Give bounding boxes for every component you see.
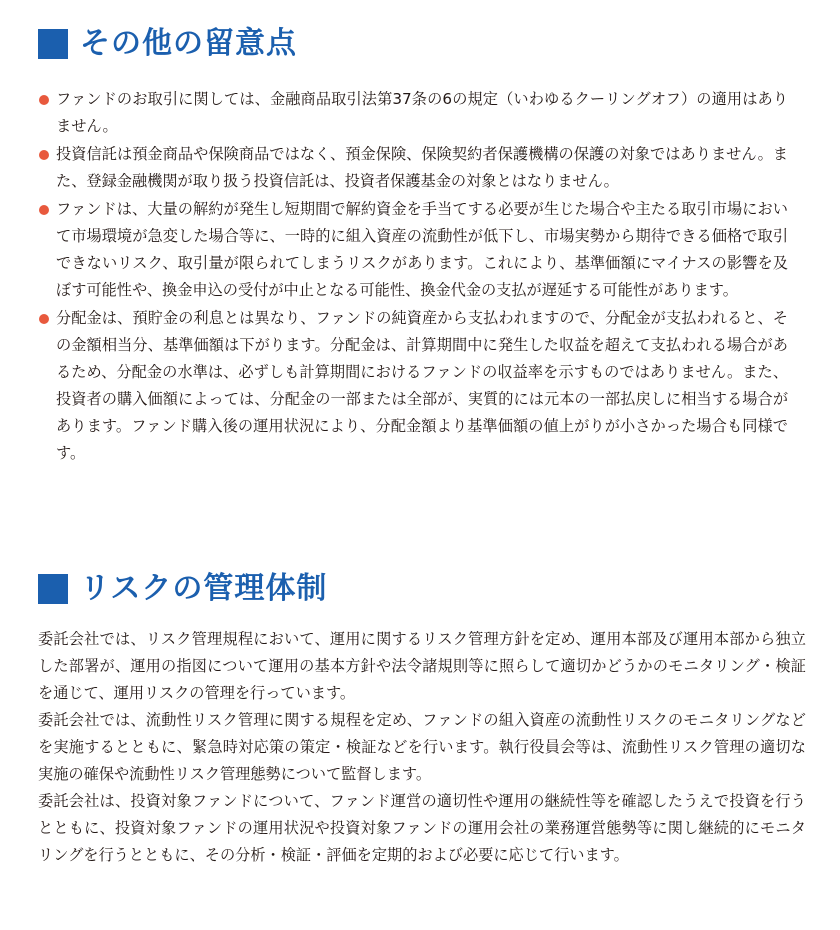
bullet-dot-icon <box>39 150 49 160</box>
bullet-text: 投資信託は預金商品や保険商品ではなく、預金保険、保険契約者保護機構の保護の対象ではありません。また、登録金融機関が取り扱う投資信託は、投資者保護基金の対象とはなりません。 <box>56 145 788 190</box>
section-heading-other-notes <box>38 24 297 64</box>
section-title: リスクの管理体制 <box>80 571 328 606</box>
list-item <box>38 196 788 304</box>
bullet-text: 分配金は、預貯金の利息とは異なり、ファンドの純資産から支払われますので、分配金が支払われると、その金額相当分、基準価額は下がります。分配金は、計算期間中に発生した収益を超えて支払われる場合があるため、分配金の水準は、必ずしも計算期間におけるファンドの収益率を示すものではありません。また、投資者の購入価額によっては、分配金の一部または全部が、実質的には元本の一部払戻しに相当する場合があります。ファンド購入後の運用状況により、分配金額より基準価額の値上がりが小さかった場合も同様です。 <box>56 309 789 462</box>
body-paragraph: 委託会社では、流動性リスク管理に関する規程を定め、ファンドの組入資産の流動性リスクのモニタリングなどを実施するとともに、緊急時対応策の策定・検証などを行います。執行役員会等は、流動性リスク管理の適切な実施の確保や流動性リスク管理態勢について監督します。 <box>38 711 806 783</box>
section-heading-risk-management <box>38 569 327 609</box>
list-item <box>38 86 788 140</box>
body-paragraph: 委託会社は、投資対象ファンドについて、ファンド運営の適切性や運用の継続性等を確認したうえで投資を行うとともに、投資対象ファンドの運用状況や投資対象ファンドの運用会社の業務運営態勢等に関し継続的にモニタリングを行うとともに、その分析・検証・評価を定期的および必要に応じて行います。 <box>38 792 806 864</box>
bullet-dot-icon <box>39 205 49 215</box>
section-title: その他の留意点 <box>80 26 297 61</box>
bullet-dot-icon <box>39 314 49 324</box>
list-item <box>38 305 788 467</box>
heading-square-marker <box>38 29 68 59</box>
bullet-dot-icon <box>39 95 49 105</box>
notes-bullet-list <box>38 86 788 468</box>
heading-square-marker <box>38 574 68 604</box>
list-item <box>38 141 788 195</box>
risk-management-body <box>38 626 806 869</box>
body-paragraph: 委託会社では、リスク管理規程において、運用に関するリスク管理方針を定め、運用本部及び運用本部から独立した部署が、運用の指図について運用の基本方針や法令諸規則等に照らして適切かどうかのモニタリング・検証を通じて、運用リスクの管理を行っています。 <box>38 630 806 702</box>
bullet-text: ファンドは、大量の解約が発生し短期間で解約資金を手当てする必要が生じた場合や主たる取引市場において市場環境が急変した場合等に、一時的に組入資産の流動性が低下し、市場実勢から期待できる価格で取引できないリスク、取引量が限られてしまうリスクがあります。これにより、基準価額にマイナスの影響を及ぼす可能性や、換金申込の受付が中止となる可能性、換金代金の支払が遅延する可能性があります。 <box>56 200 788 299</box>
bullet-text: ファンドのお取引に関しては、金融商品取引法第37条の6の規定（いわゆるクーリングオフ）の適用はありません。 <box>56 90 788 135</box>
